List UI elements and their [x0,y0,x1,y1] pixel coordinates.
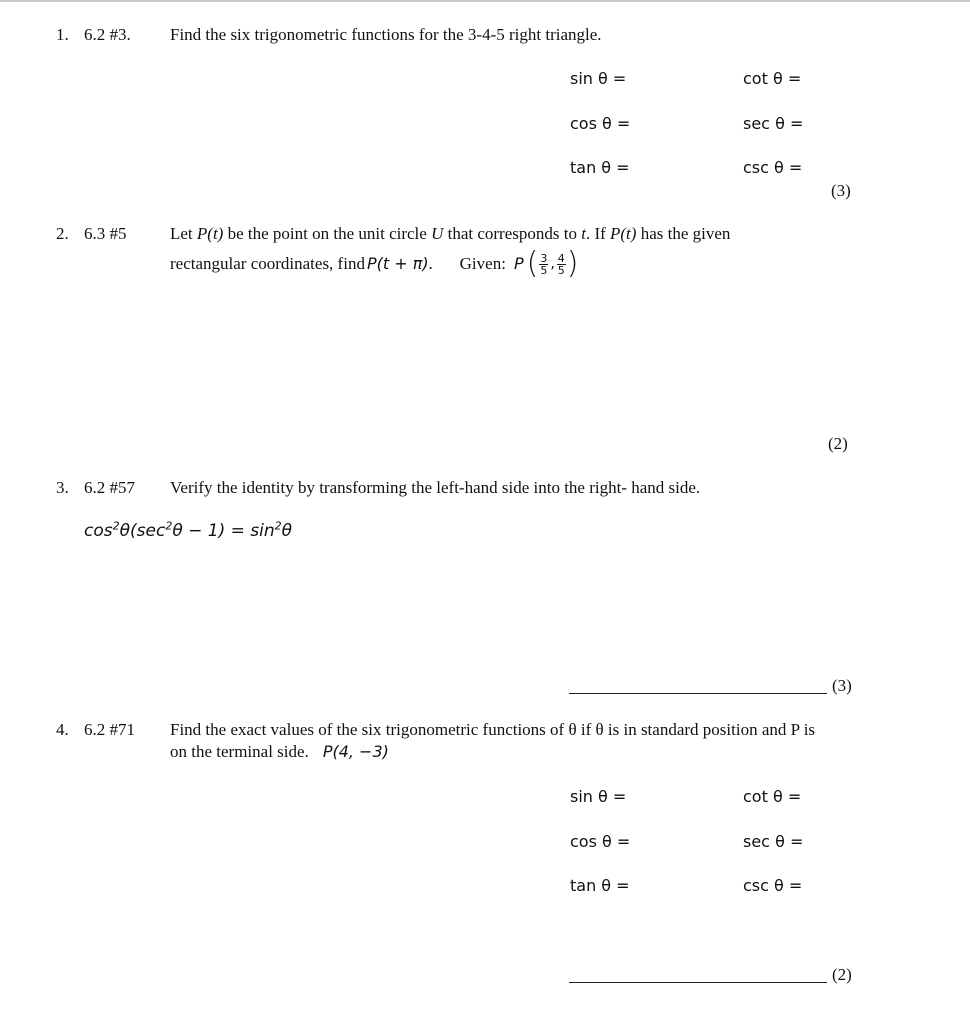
fraction-x [539,253,548,276]
given-coordinates [526,246,579,281]
tan-label: tan θ = [570,158,630,177]
comma-separator: , [550,256,555,272]
sec-label: sec θ = [743,114,804,133]
target-point-expression: P(t + π). [366,254,434,273]
points-value: (2) [832,965,852,984]
variable-t: t [581,224,586,243]
given-point-name: P [513,254,524,273]
question-reference: 6.2 #3. [84,25,131,44]
tan-label: tan θ = [570,876,630,895]
exponent: 2 [274,519,282,533]
exponent: 2 [165,519,173,533]
question-reference: 6.3 #5 [84,224,127,243]
question-prompt-line-2 [170,244,578,284]
point-notation: P(t) [196,224,224,243]
prompt-text: has the given [636,224,731,243]
prompt-text: Let [170,224,197,243]
terminal-point: P(4, −3) [322,742,389,761]
question-number: 3. [56,478,69,497]
right-paren: ) [566,246,579,281]
answer-line [569,693,827,694]
fraction-y [557,253,566,276]
fraction-numerator: 4 [557,251,565,265]
identity-part: θ(sec [119,521,166,541]
question-reference: 6.2 #57 [84,478,135,497]
cot-label: cot θ = [743,787,802,806]
question-reference: 6.2 #71 [84,720,135,739]
fraction-numerator: 3 [540,251,548,265]
sec-label: sec θ = [743,832,804,851]
cos-label: cos θ = [570,114,631,133]
prompt-text: that corresponds to [443,224,582,243]
points-value: (3) [832,676,852,695]
cot-label: cot θ = [743,69,802,88]
unit-circle-symbol: U [431,224,444,243]
question-prompt-line-2 [170,741,389,763]
question-prompt: Find the six trigonometric functions for the 3-4-5 right triangle. [170,25,602,44]
identity-part: θ [281,521,293,541]
question-prompt-line-1 [170,223,730,245]
given-label: Given: [459,254,506,273]
cos-label: cos θ = [570,832,631,851]
answer-line [569,982,827,983]
question-number: 1. [56,25,69,44]
sin-label: sin θ = [570,69,627,88]
identity-part: θ − 1) = sin [172,521,275,541]
csc-label: csc θ = [743,876,803,895]
csc-label: csc θ = [743,158,803,177]
question-prompt-line-1: Find the exact values of the six trigonometric functions of θ if θ is in standard position and P is [170,720,816,739]
prompt-text: . If [585,224,611,243]
exponent: 2 [112,519,120,533]
fraction-denominator: 5 [557,263,565,277]
identity-expression [84,520,292,542]
points-value: (3) [831,181,851,200]
points-value: (2) [828,434,848,453]
fraction-denominator: 5 [540,263,548,277]
prompt-text: on the terminal side. [170,742,309,761]
identity-part: cos [84,521,113,541]
question-number: 4. [56,720,69,739]
question-prompt: Verify the identity by transforming the left-hand side into the right- hand side. [170,478,701,497]
prompt-text: be the point on the unit circle [223,224,432,243]
question-number: 2. [56,224,69,243]
page-top-border [0,0,970,2]
left-paren: ( [526,246,539,281]
point-notation: P(t) [610,224,637,243]
sin-label: sin θ = [570,787,627,806]
prompt-text: rectangular coordinates, find [170,254,365,273]
